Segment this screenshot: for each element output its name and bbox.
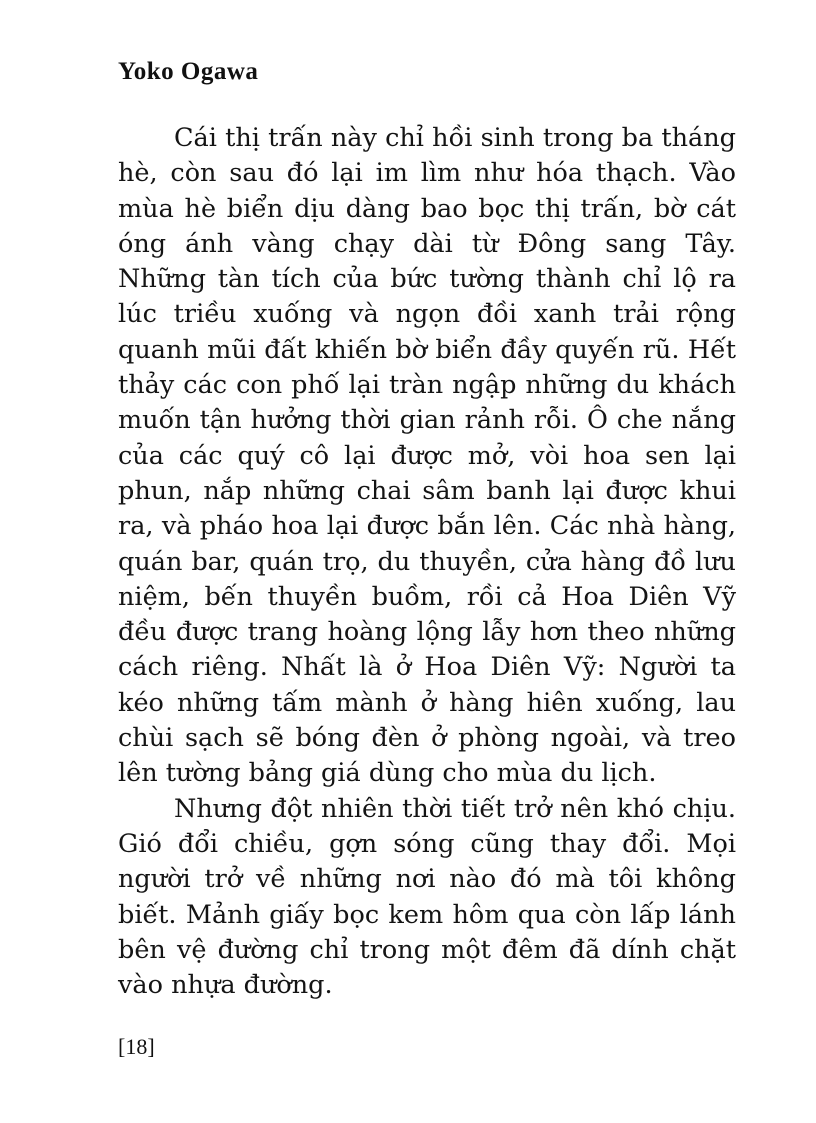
paragraph-2: Nhưng đột nhiên thời tiết trở nên khó chịu. Gió đổi chiều, gợn sóng cũng thay đổi. Mọi người trở về những nơi nào đó mà tôi không biết. Mảnh giấy bọc kem hôm qua còn lấp lánh bên vệ đường chỉ trong một đêm đã dính chặt vào nhựa đường.: [118, 793, 736, 1001]
page-number: [18]: [118, 1034, 155, 1059]
running-header-author: Yoko Ogawa: [118, 58, 259, 85]
body-text: [118, 121, 736, 1003]
paragraph-1: Cái thị trấn này chỉ hồi sinh trong ba tháng hè, còn sau đó lại im lìm như hóa thạch. Vào mùa hè biển dịu dàng bao bọc thị trấn, bờ cát óng ánh vàng chạy dài từ Đông sang Tây. Những tàn tích của bức tường thành chỉ lộ ra lúc triều xuống và ngọn đồi xanh trải rộng quanh mũi đất khiến bờ biển đầy quyến rũ. Hết thảy các con phố lại tràn ngập những du khách muốn tận hưởng thời gian rảnh rỗi. Ô che nắng của các quý cô lại được mở, vòi hoa sen lại phun, nắp những chai sâm banh lại được khui ra, và pháo hoa lại được bắn lên. Các nhà hàng, quán bar, quán trọ, du thuyền, cửa hàng đồ lưu niệm, bến thuyền buồm, rồi cả Hoa Diên Vỹ đều được trang hoàng lộng lẫy hơn theo những cách riêng. Nhất là ở Hoa Diên Vỹ: Người ta kéo những tấm mành ở hàng hiên xuống, lau chùi sạch sẽ bóng đèn ở phòng ngoài, và treo lên tường bảng giá dùng cho mùa du lịch.: [118, 123, 736, 789]
